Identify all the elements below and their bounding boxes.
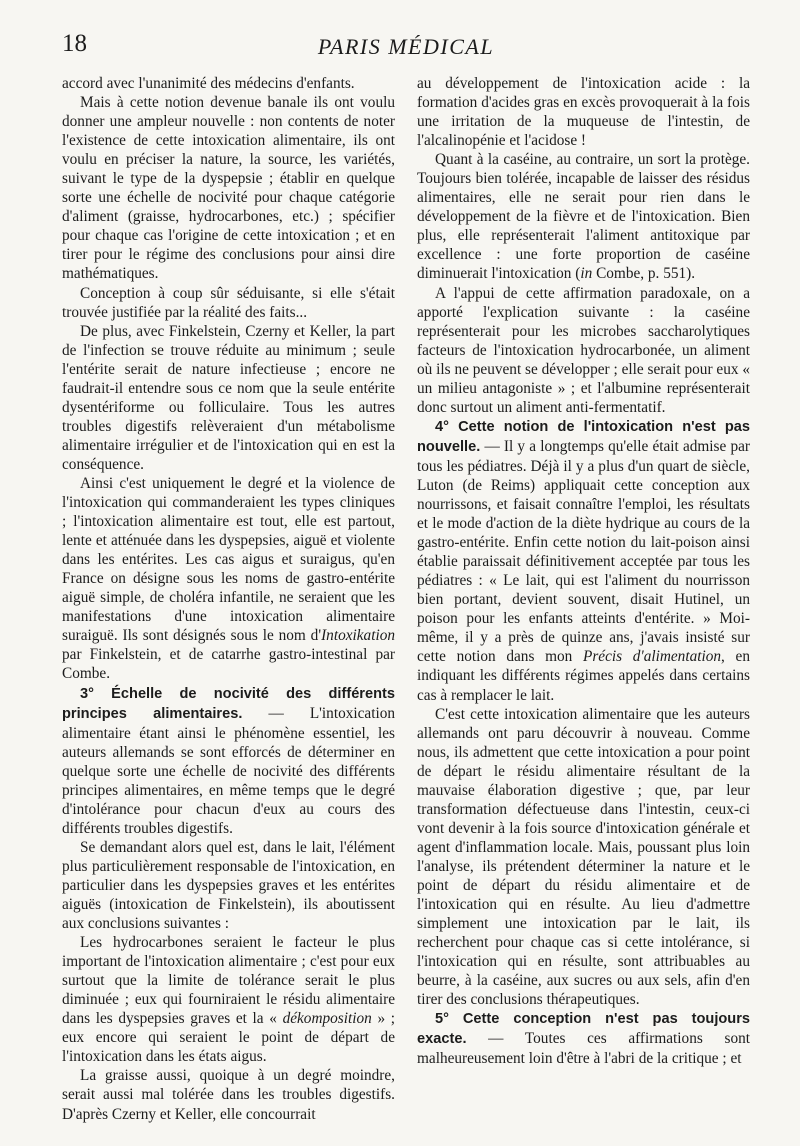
text-run: Ainsi c'est uniquement le degré et la violence de l'intoxication qui commanderaient les types cliniques ; l'intoxication alimentaire est tout, elle est partout, lente et atténuée dans les dyspepsies, aiguë et violente dans les entérites. Les cas aigus et suraigus, qu'en France on désigne sous les noms de gastro-entérite aiguë simple, de choléra infantile, ne seraient que les manifestations d'une intoxication alimentaire suraiguë. Ils sont désignés sous le nom d'	[62, 474, 395, 645]
italic-term: Précis d'alimentation	[583, 648, 722, 666]
paragraph	[417, 150, 750, 283]
paragraph: C'est cette intoxication alimentaire que les auteurs allemands ont paru découvrir à nouveau. Comme nous, ils admettent que cette intoxication a pour point de départ le résidu alimentaire résultant de la mauvaise élaboration digestive ; que, par leur transformation défectueuse dans l'intestin, ceux-ci vont devenir à la fois source d'intoxication générale et agent d'inflammation locale. Mais, poussant plus loin l'analyse, ils prétendent déterminer la nature et le point de départ du résidu alimentaire et de l'intoxication qui en résulte. Au lieu d'admettre simplement une intoxication par le lait, ils recherchent pour chaque cas si cette intolérance, si l'intoxication qui en résulte, sont attribuables au beurre, à la caséine, aux sucres ou aux sels, afin d'en tirer des conclusions thérapeutiques.	[417, 705, 750, 1009]
italic-term: dékomposition	[282, 1010, 372, 1028]
text-run: par Finkelstein, et de catarrhe gastro-intestinal par Combe.	[62, 646, 395, 683]
paragraph: A l'appui de cette affirmation paradoxale, on a apporté l'explication suivante : la caséine représenterait pour les microbes saccharolytiques facteurs de l'intoxication hydrocarbonée, un aliment où ils ne peuvent se développer ; elle serait pour eux « un milieu antagoniste » ; et l'albumine représenterait donc surtout un aliment anti-fermentatif.	[417, 284, 750, 416]
section-heading: 5° Cette conception n'est pas toujours exacte.	[417, 1011, 750, 1048]
left-column	[62, 74, 395, 1124]
paragraph: De plus, avec Finkelstein, Czerny et Keller, la part de l'infection se trouve réduite au minimum ; seule l'entérite serait de nature infectieuse ; encore ne faudrait-il entendre sous ce nom que la seule entérite dysentériforme ou folliculaire. Tous les autres troubles digestifs relèveraient d'un métabolisme alimentaire irrégulier et de l'intoxication qui en est la conséquence.	[62, 322, 395, 473]
paragraph	[62, 933, 395, 1066]
section-heading: 4° Cette notion de l'intoxication n'est pas nouvelle.	[417, 418, 750, 455]
text-run: Quant à la caséine, au contraire, un sort la protège. Toujours bien tolérée, incapable de laisser des résidus alimentaires, elle ne serait pour rien dans le développement de la fièvre et de l'intoxication. Bien plus, elle représenterait l'aliment antitoxique par excellence : une forte proportion de caséine diminuerait l'intoxication (	[417, 151, 750, 283]
paragraph: Se demandant alors quel est, dans le lait, l'élément plus particulièrement responsable de l'intoxication, en particulier dans les dyspepsies graves et les entérites aiguës (intoxication de Finkelstein), ils aboutissent aux conclusions suivantes :	[62, 838, 395, 933]
paragraph	[417, 417, 750, 705]
text-run: , en indiquant les différents régimes appelés dans certains cas à remplacer le lait.	[417, 648, 750, 704]
paragraph: au développement de l'intoxication acide : la formation d'acides gras en excès provoquerait à la fois une irritation de la muqueuse de l'intestin, de l'alcalinopénie et l'acidose !	[417, 75, 750, 150]
paragraph: Conception à coup sûr séduisante, si elle s'était trouvée justifiée par la réalité des faits...	[62, 284, 395, 321]
paragraph: Mais à cette notion devenue banale ils ont voulu donner une ampleur nouvelle : non contents de noter l'existence de cette intoxication alimentaire, ils ont voulu en préciser la nature, la source, les variétés, suivant le type de la dyspepsie ; établir en quelque sorte une échelle de nocivité pour chaque catégorie d'aliment (graisse, hydrocarbones, etc.) ; spécifier pour chaque cas l'origine de cette intoxication ; et en tirer pour le régime des conclusions pour ainsi dire mathématiques.	[62, 94, 395, 283]
text-run: — Toutes ces affirmations sont malheureusement loin d'être à l'abri de la critique ; et	[417, 1030, 750, 1068]
italic-term: Intoxikation	[321, 627, 395, 645]
paragraph	[62, 684, 395, 838]
paragraph: La graisse aussi, quoique à un degré moindre, serait aussi mal tolérée dans les troubles digestifs. D'après Czerny et Keller, elle concourrait	[62, 1067, 395, 1123]
running-title: PARIS MÉDICAL	[317, 34, 495, 59]
text-run: — Il y a longtemps qu'elle était admise par tous les pédiatres. Déjà il y a plus d'un quart de siècle, Luton (de Reims) appliquait cette conception aux nourrissons, et faisait connaître l'emploi, les résultats et le mode d'action de la diète hydrique au cours de la gastro-entérite. Enfin cette notion du lait-poison ainsi établie paraissait définitivement acceptée par tous les pédiatres : « Le lait, qui est l'aliment du nourrisson bien portant, devient souvent, disait Hutinel, un poison pour les enfants atteints d'entérite. » Moi-même, il y a près de quinze ans, j'avais insisté sur cette notion dans mon	[417, 437, 750, 666]
text-run: » ; eux encore qui seraient le point de départ de l'intoxication dans les états aigus.	[62, 1010, 396, 1066]
section-heading: 3° Échelle de nocivité des différents principes alimentaires.	[62, 685, 395, 722]
page-header	[62, 22, 750, 74]
text-run: Combe, p. 551).	[592, 265, 696, 283]
italic-term: in	[580, 265, 593, 283]
text-run: Les hydrocarbones seraient le facteur le plus important de l'intoxication alimentaire ; c'est pour eux surtout que la limite de tolérance serait le plus diminuée ; eux qui fourniraient le résidu alimentaire dans les dyspepsies graves et la «	[62, 934, 395, 1028]
text-columns	[62, 74, 750, 1124]
paragraph: accord avec l'unanimité des médecins d'enfants.	[62, 75, 355, 92]
right-column	[417, 74, 750, 1124]
paragraph	[62, 474, 395, 684]
text-run: — L'intoxication alimentaire étant ainsi le phénomène essentiel, les auteurs allemands se sont efforcés de déterminer en quelque sorte une échelle de nocivité des différents principes alimentaires, en même temps que le degré d'intolérance pour chacun d'eux au cours des différents troubles digestifs.	[62, 704, 395, 837]
paragraph	[417, 1009, 750, 1068]
page-number: 18	[62, 30, 87, 57]
